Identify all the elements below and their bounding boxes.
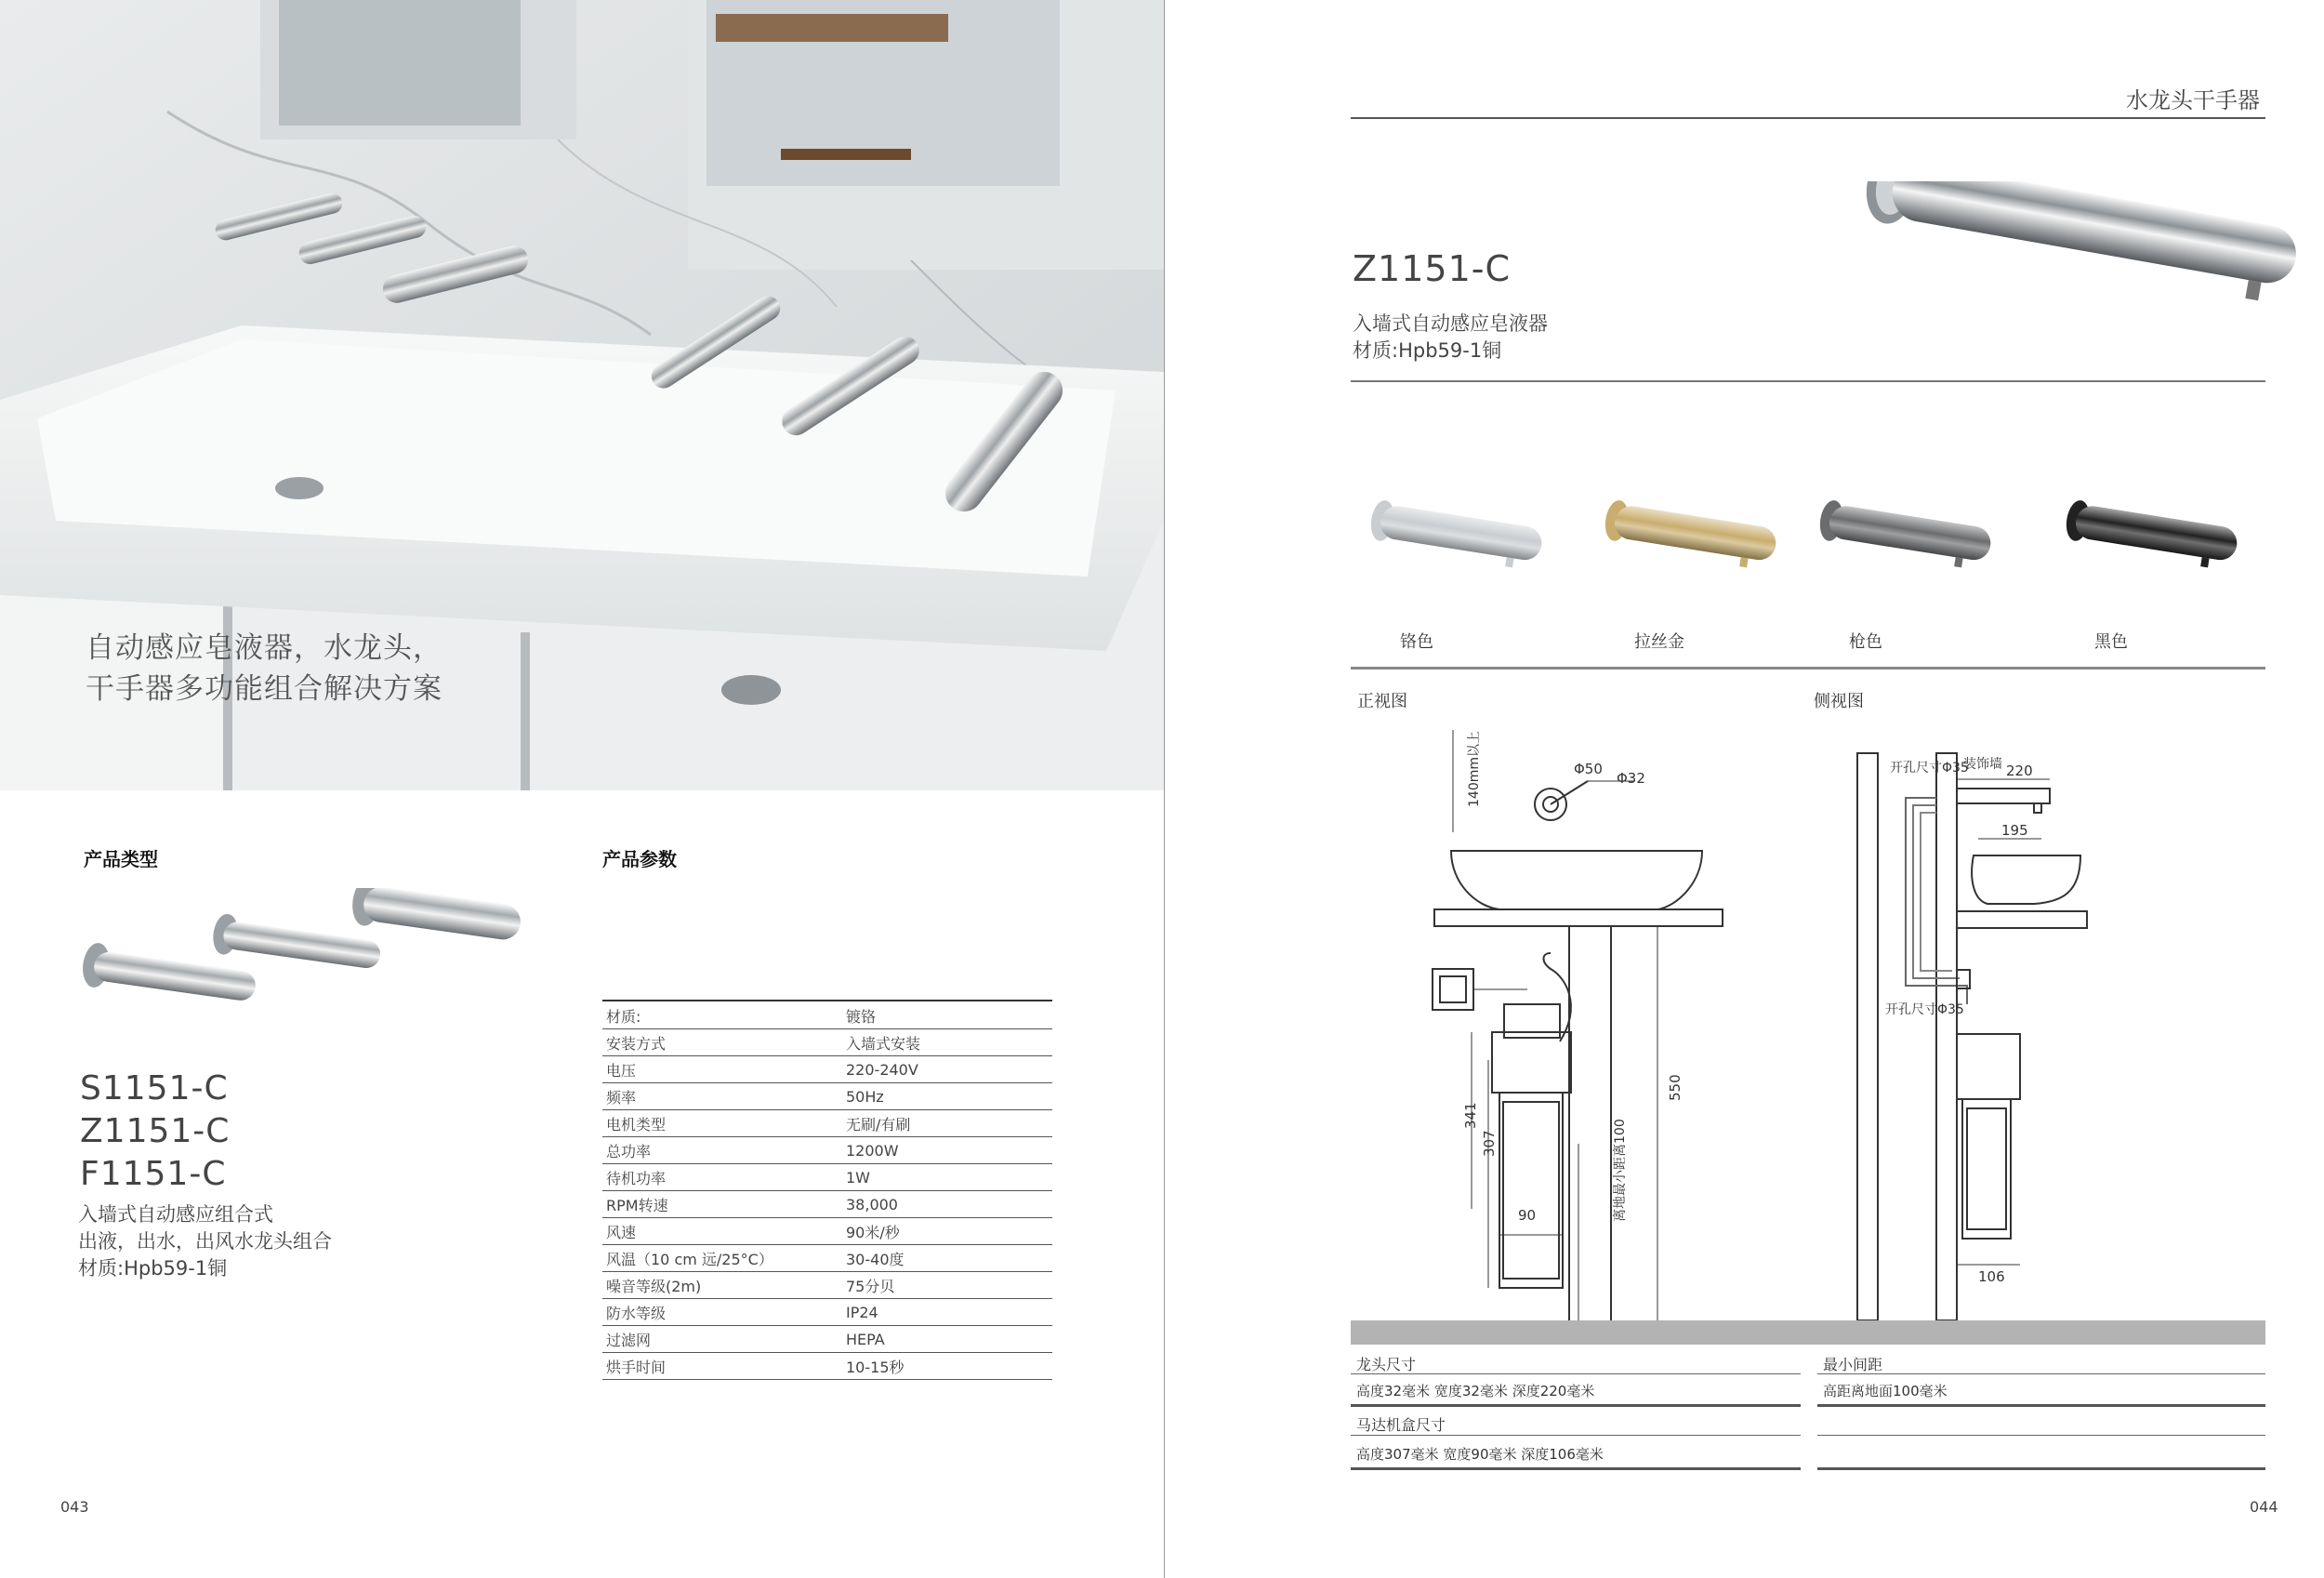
page-number: 043 xyxy=(60,1498,89,1516)
model-name: F1151-C xyxy=(80,1155,227,1193)
params-row xyxy=(602,1326,1052,1353)
param-value: 220-240V xyxy=(833,1056,1052,1083)
dim-220: 220 xyxy=(2006,762,2033,779)
dim-phi32: Φ32 xyxy=(1617,770,1645,787)
finish-faucet xyxy=(1367,498,1545,571)
param-value: 镀铬 xyxy=(833,1002,1052,1029)
params-row xyxy=(602,1002,1052,1029)
dim-90: 90 xyxy=(1518,1207,1537,1224)
dim-wall: 装饰墙 xyxy=(1963,757,2002,772)
product-description xyxy=(78,1201,332,1282)
model-name: S1151-C xyxy=(80,1069,229,1107)
param-value: HEPA xyxy=(833,1326,1052,1353)
page-number: 044 xyxy=(2250,1498,2278,1516)
params-row xyxy=(602,1245,1052,1272)
hero-caption xyxy=(86,628,442,709)
dim-100: 离地最小距离100 xyxy=(1613,1119,1628,1222)
header-rule xyxy=(1351,117,2265,119)
params-row xyxy=(602,1083,1052,1110)
product-type-title: 产品类型 xyxy=(84,848,158,870)
hero-caption-line1: 自动感应皂液器，水龙头， xyxy=(86,631,442,665)
param-label: 风速 xyxy=(602,1218,833,1245)
dim-106: 106 xyxy=(1978,1268,2005,1285)
spec-spacing-value: 高距离地面100毫米 xyxy=(1823,1383,1948,1399)
finishes-rule xyxy=(1351,667,2265,670)
front-view-drawing xyxy=(1425,725,1834,1320)
param-label: 安装方式 xyxy=(602,1029,833,1056)
params-row xyxy=(602,1191,1052,1218)
params-table-top-rule xyxy=(602,1000,1052,1001)
param-label: 频率 xyxy=(602,1083,833,1110)
spec-motor-value: 高度307毫米 宽度90毫米 深度106毫米 xyxy=(1356,1446,1604,1463)
dim-phi50: Φ50 xyxy=(1574,761,1603,777)
finish-faucet xyxy=(1816,498,1994,571)
params-row xyxy=(602,1137,1052,1164)
product-faucets-image xyxy=(74,888,539,1046)
spec-spacing-title: 最小间距 xyxy=(1823,1356,1883,1373)
param-value: 75分贝 xyxy=(833,1272,1052,1299)
dim-550: 550 xyxy=(1667,1074,1684,1101)
params-row xyxy=(602,1056,1052,1083)
param-label: 电压 xyxy=(602,1056,833,1083)
finish-faucet xyxy=(2063,498,2240,571)
finish-label: 黑色 xyxy=(2094,632,2128,652)
param-label: 风温（10 cm 远/25°C） xyxy=(602,1245,833,1272)
param-value: IP24 xyxy=(833,1299,1052,1326)
param-label: 防水等级 xyxy=(602,1299,833,1326)
param-value: 1W xyxy=(833,1164,1052,1191)
params-row xyxy=(602,1218,1052,1245)
param-label: 过滤网 xyxy=(602,1326,833,1353)
spec-rule xyxy=(1351,1404,1801,1407)
finish-label: 枪色 xyxy=(1849,632,1882,652)
section-header-title: 水龙头干手器 xyxy=(2126,87,2260,113)
floor-band xyxy=(1351,1320,2265,1345)
dim-341: 341 xyxy=(1462,1102,1479,1129)
params-row xyxy=(602,1164,1052,1191)
dim-307: 307 xyxy=(1481,1130,1498,1157)
params-row xyxy=(602,1029,1052,1056)
model-name: Z1151-C xyxy=(80,1112,231,1150)
spec-motor-title: 马达机盒尺寸 xyxy=(1356,1416,1446,1434)
finish-label: 铬色 xyxy=(1400,632,1433,652)
param-label: 待机功率 xyxy=(602,1164,833,1191)
spec-faucet-value: 高度32毫米 宽度32毫米 深度220毫米 xyxy=(1356,1383,1595,1399)
finish-label: 拉丝金 xyxy=(1634,632,1684,652)
param-value: 10-15秒 xyxy=(833,1353,1052,1380)
spec-rule xyxy=(1817,1435,2265,1436)
side-view-label: 侧视图 xyxy=(1814,692,1864,711)
spec-rule xyxy=(1351,1467,1801,1470)
param-value: 无刷/有刷 xyxy=(833,1110,1052,1137)
dim-195: 195 xyxy=(2001,822,2028,839)
param-label: 总功率 xyxy=(602,1137,833,1164)
spec-faucet-title: 龙头尺寸 xyxy=(1356,1356,1417,1373)
right-page xyxy=(1165,0,2324,1578)
spec-rule xyxy=(1817,1373,2265,1374)
param-label: 电机类型 xyxy=(602,1110,833,1137)
spec-rule xyxy=(1351,1373,1801,1374)
param-value: 50Hz xyxy=(833,1083,1052,1110)
desc-line: 入墙式自动感应组合式 xyxy=(78,1203,273,1226)
finish-swatches xyxy=(1351,484,2280,595)
param-value: 入墙式安装 xyxy=(833,1029,1052,1056)
right-desc-line1: 入墙式自动感应皂液器 xyxy=(1353,312,1548,335)
param-value: 1200W xyxy=(833,1137,1052,1164)
param-value: 90米/秒 xyxy=(833,1218,1052,1245)
param-value: 38,000 xyxy=(833,1191,1052,1218)
right-desc-line2: 材质:Hpb59-1铜 xyxy=(1353,339,1502,362)
params-row xyxy=(602,1353,1052,1380)
spec-rule xyxy=(1351,1435,1801,1436)
spec-rule xyxy=(1817,1404,2265,1407)
param-value: 30-40度 xyxy=(833,1245,1052,1272)
main-product-image xyxy=(1853,181,2324,330)
params-table xyxy=(602,1002,1052,1380)
dim-hole-bottom: 开孔尺寸Φ35 xyxy=(1885,1002,1964,1017)
dim-140: 140mm以上 xyxy=(1467,731,1482,807)
hero-caption-line2: 干手器多功能组合解决方案 xyxy=(86,672,442,706)
param-label: 噪音等级(2m) xyxy=(602,1272,833,1299)
model-list xyxy=(80,1067,230,1196)
side-view-drawing xyxy=(1848,744,2276,1320)
product-params-title: 产品参数 xyxy=(602,848,677,870)
param-label: 烘手时间 xyxy=(602,1353,833,1380)
dim-hole-top: 开孔尺寸Φ35 xyxy=(1890,761,1969,776)
right-model-name: Z1151-C xyxy=(1353,248,1511,289)
param-label: 材质: xyxy=(602,1002,833,1029)
product-rule xyxy=(1351,380,2265,382)
param-label: RPM转速 xyxy=(602,1191,833,1218)
spec-rule xyxy=(1817,1467,2265,1470)
params-row xyxy=(602,1272,1052,1299)
params-row xyxy=(602,1299,1052,1326)
params-row xyxy=(602,1110,1052,1137)
desc-line: 出液，出水，出风水龙头组合 xyxy=(78,1230,332,1253)
finish-faucet xyxy=(1602,498,1779,571)
desc-line: 材质:Hpb59-1铜 xyxy=(78,1257,228,1280)
front-view-label: 正视图 xyxy=(1357,692,1407,711)
